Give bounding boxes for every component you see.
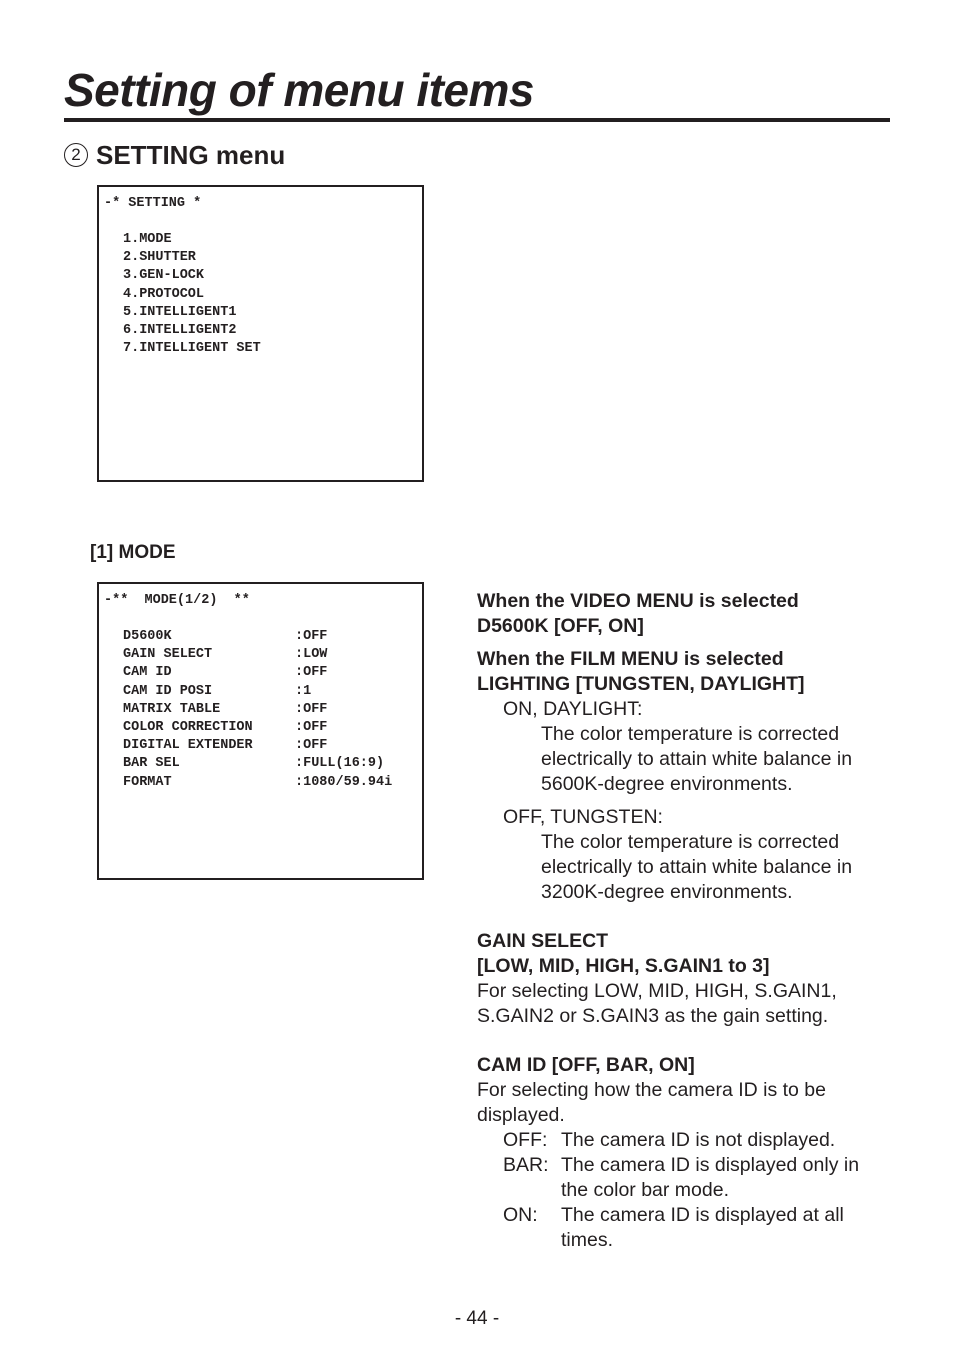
mode-row-label: GAIN SELECT	[123, 647, 213, 663]
mode-row-label: DIGITAL EXTENDER	[123, 738, 253, 754]
option-text: times.	[561, 1229, 614, 1251]
setting-menu-item-intelligent1: 5.INTELLIGENT1	[123, 304, 237, 320]
setting-menu-title: -* SETTING *	[104, 196, 202, 211]
mode-row-gain-select	[123, 646, 328, 664]
option-text: the color bar mode.	[561, 1179, 730, 1201]
option-key: BAR:	[503, 1154, 549, 1176]
mode-row-label: BAR SEL	[123, 756, 180, 772]
option-text: The camera ID is displayed at all	[561, 1204, 844, 1226]
cam-id-text-2: displayed.	[477, 1104, 565, 1126]
mode-row-value: :LOW	[295, 647, 328, 663]
mode-row-value: :1	[295, 683, 312, 699]
mode-row-cam-id-posi	[123, 683, 312, 701]
mode-row-value: :1080/59.94i	[295, 774, 393, 790]
cam-id-heading: CAM ID [OFF, BAR, ON]	[477, 1054, 695, 1076]
page-title: Setting of menu items	[64, 62, 890, 122]
description-column	[477, 589, 897, 1253]
mode-row-value: :OFF	[295, 701, 328, 717]
mode-heading: [1] MODE	[90, 542, 176, 563]
mode-menu-title: -** MODE(1/2) **	[104, 593, 250, 608]
mode-row-color-correction	[123, 719, 328, 737]
cam-id-text-1: For selecting how the camera ID is to be	[477, 1079, 826, 1101]
mode-row-value: :OFF	[295, 629, 328, 644]
off-tungsten-label: OFF, TUNGSTEN:	[503, 806, 663, 828]
on-daylight-text-2: electrically to attain white balance in	[541, 748, 853, 770]
cam-id-option-on-cont	[477, 1228, 897, 1253]
mode-row-bar-sel	[123, 755, 385, 773]
cam-id-option-on	[477, 1203, 897, 1228]
mode-row-label: D5600K	[123, 629, 172, 644]
mode-row-label: CAM ID	[123, 665, 172, 681]
option-key: ON:	[503, 1204, 538, 1226]
setting-menu-item-mode: 1.MODE	[123, 232, 172, 247]
off-tungsten-text-2: electrically to attain white balance in	[541, 856, 853, 878]
mode-row-matrix-table	[123, 701, 328, 719]
video-menu-item: D5600K [OFF, ON]	[477, 615, 644, 637]
setting-menu-item-gen-lock: 3.GEN-LOCK	[123, 268, 205, 284]
gain-select-text-1: For selecting LOW, MID, HIGH, S.GAIN1,	[477, 980, 837, 1002]
mode-row-label: CAM ID POSI	[123, 683, 213, 699]
mode-row-digital-extender	[123, 737, 328, 755]
page-number: - 44 -	[454, 1308, 500, 1329]
setting-menu-item-protocol: 4.PROTOCOL	[123, 286, 205, 302]
video-menu-heading: When the VIDEO MENU is selected	[477, 590, 799, 612]
on-daylight-text-3: 5600K-degree environments.	[541, 773, 793, 795]
mode-row-label: FORMAT	[123, 774, 172, 790]
off-tungsten-text-1: The color temperature is corrected	[541, 831, 840, 853]
option-key: OFF:	[503, 1129, 548, 1151]
on-daylight-label: ON, DAYLIGHT:	[503, 698, 643, 720]
mode-row-value: :FULL(16:9)	[295, 756, 385, 772]
gain-select-text-2: S.GAIN2 or S.GAIN3 as the gain setting.	[477, 1005, 829, 1027]
section-title	[64, 138, 285, 172]
section-title-text: SETTING menu	[96, 140, 286, 170]
mode-row-value: :OFF	[295, 719, 328, 735]
setting-menu-item-intelligent-set: 7.INTELLIGENT SET	[123, 341, 261, 357]
mode-row-d5600k	[123, 628, 328, 646]
setting-menu-screen	[97, 185, 424, 482]
cam-id-option-bar-cont	[477, 1178, 897, 1203]
cam-id-option-off	[477, 1128, 897, 1153]
gain-select-options: [LOW, MID, HIGH, S.GAIN1 to 3]	[477, 955, 770, 977]
off-tungsten-text-3: 3200K-degree environments.	[541, 881, 793, 903]
setting-menu-item-shutter: 2.SHUTTER	[123, 250, 196, 266]
mode-row-format	[123, 774, 393, 792]
mode-menu-list	[123, 628, 393, 792]
cam-id-option-bar	[477, 1153, 897, 1178]
gain-select-heading: GAIN SELECT	[477, 930, 609, 952]
setting-menu-list	[123, 231, 261, 358]
mode-row-value: :OFF	[295, 665, 328, 681]
setting-menu-item-intelligent2: 6.INTELLIGENT2	[123, 322, 237, 338]
mode-row-label: COLOR CORRECTION	[123, 719, 253, 735]
mode-menu-screen	[97, 582, 424, 880]
film-menu-heading: When the FILM MENU is selected	[477, 648, 784, 670]
on-daylight-text-1: The color temperature is corrected	[541, 723, 840, 745]
option-text: The camera ID is not displayed.	[561, 1129, 836, 1151]
section-number-circle: 2	[64, 143, 88, 167]
mode-row-value: :OFF	[295, 738, 328, 754]
option-text: The camera ID is displayed only in	[561, 1154, 860, 1176]
mode-row-label: MATRIX TABLE	[123, 701, 221, 717]
mode-row-cam-id	[123, 664, 328, 682]
film-menu-item: LIGHTING [TUNGSTEN, DAYLIGHT]	[477, 673, 805, 695]
